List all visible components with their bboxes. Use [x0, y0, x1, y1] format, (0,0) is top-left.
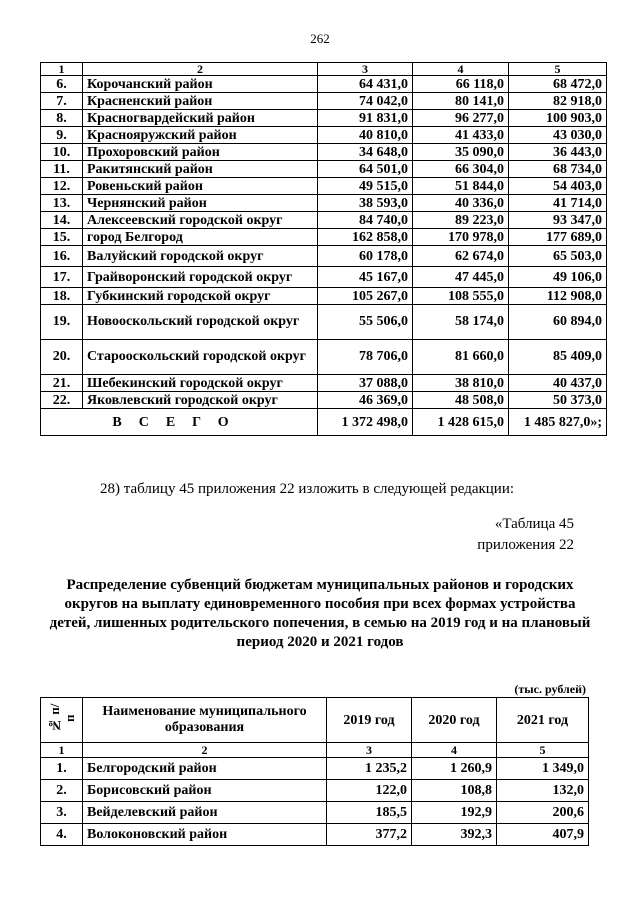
value-2019: 1 235,2: [327, 758, 412, 780]
value-2021: 1 349,0: [497, 758, 589, 780]
value-2021: 132,0: [497, 780, 589, 802]
value-2020: 58 174,0: [413, 305, 509, 340]
value-2020: 38 810,0: [413, 375, 509, 392]
value-2021: 41 714,0: [509, 195, 607, 212]
value-2020: 66 304,0: [413, 161, 509, 178]
header-cell-number: [41, 698, 83, 743]
value-2021: 68 472,0: [509, 76, 607, 93]
value-2019: 91 831,0: [318, 110, 413, 127]
value-2020: 51 844,0: [413, 178, 509, 195]
value-2020: 192,9: [412, 802, 497, 824]
table-row: [41, 340, 607, 375]
municipality-name: Волоконовский район: [83, 824, 327, 846]
municipality-name: Грайворонский городской округ: [83, 267, 318, 288]
value-2020: 81 660,0: [413, 340, 509, 375]
value-2019: 60 178,0: [318, 246, 413, 267]
municipality-name: Краснояружский район: [83, 127, 318, 144]
municipality-name: Губкинский городской округ: [83, 288, 318, 305]
table-row: [41, 780, 589, 802]
row-number: 12.: [41, 178, 83, 195]
column-number: 4: [413, 63, 509, 76]
municipality-name: Чернянский район: [83, 195, 318, 212]
header-cell-2021: 2021 год: [497, 698, 589, 743]
total-label: ВСЕГО: [41, 409, 318, 436]
value-2020: 1 260,9: [412, 758, 497, 780]
row-number: 7.: [41, 93, 83, 110]
table-row: [41, 392, 607, 409]
value-2020: 41 433,0: [413, 127, 509, 144]
value-2020: 89 223,0: [413, 212, 509, 229]
municipality-name: Ровеньский район: [83, 178, 318, 195]
row-number: 13.: [41, 195, 83, 212]
value-2021: 68 734,0: [509, 161, 607, 178]
table-row: [41, 161, 607, 178]
row-number: 10.: [41, 144, 83, 161]
value-2021: 177 689,0: [509, 229, 607, 246]
table-row: [41, 758, 589, 780]
municipality-name: Яковлевский городской округ: [83, 392, 318, 409]
row-number: 21.: [41, 375, 83, 392]
row-number: 2.: [41, 780, 83, 802]
value-2021: 85 409,0: [509, 340, 607, 375]
table-row: [41, 93, 607, 110]
table-row: [41, 144, 607, 161]
header-cell-2019: 2019 год: [327, 698, 412, 743]
table-row: [41, 195, 607, 212]
table-row: [41, 127, 607, 144]
row-number: 15.: [41, 229, 83, 246]
units-label: (тыс. рублей): [514, 682, 586, 696]
value-2019: 45 167,0: [318, 267, 413, 288]
row-number: 20.: [41, 340, 83, 375]
value-2020: 35 090,0: [413, 144, 509, 161]
value-2021: 43 030,0: [509, 127, 607, 144]
value-2019: 38 593,0: [318, 195, 413, 212]
total-2021: 1 485 827,0»;: [509, 409, 607, 436]
value-2019: 64 501,0: [318, 161, 413, 178]
value-2021: 65 503,0: [509, 246, 607, 267]
value-2020: 62 674,0: [413, 246, 509, 267]
column-number: 3: [327, 743, 412, 758]
value-2021: 54 403,0: [509, 178, 607, 195]
row-number: 11.: [41, 161, 83, 178]
header-number-label: № п/п: [46, 703, 77, 733]
value-2019: 185,5: [327, 802, 412, 824]
column-number: 3: [318, 63, 413, 76]
table-row: [41, 178, 607, 195]
value-2020: 66 118,0: [413, 76, 509, 93]
value-2019: 105 267,0: [318, 288, 413, 305]
table-row: [41, 267, 607, 288]
row-number: 1.: [41, 758, 83, 780]
municipality-name: Шебекинский городской округ: [83, 375, 318, 392]
value-2019: 34 648,0: [318, 144, 413, 161]
table-caption-appendix: приложения 22: [477, 537, 574, 553]
value-2020: 108 555,0: [413, 288, 509, 305]
municipality-name: Новооскольский городской округ: [83, 305, 318, 340]
municipality-name: город Белгород: [83, 229, 318, 246]
value-2021: 36 443,0: [509, 144, 607, 161]
row-number: 14.: [41, 212, 83, 229]
value-2019: 74 042,0: [318, 93, 413, 110]
value-2019: 377,2: [327, 824, 412, 846]
row-number: 16.: [41, 246, 83, 267]
row-number: 3.: [41, 802, 83, 824]
column-number: 1: [41, 63, 83, 76]
municipality-name: Старооскольский городской округ: [83, 340, 318, 375]
value-2019: 55 506,0: [318, 305, 413, 340]
value-2021: 100 903,0: [509, 110, 607, 127]
document-title: Распределение субвенций бюджетам муниципальных районов и городских округов на выплату единовременного пособия при всех формах устройства детей, лишенных родительского попечения, в семью на 2019 год и на плановый период 2020 и 2021 годов: [49, 577, 591, 650]
municipality-name: Красногвардейский район: [83, 110, 318, 127]
municipality-name: Красненский район: [83, 93, 318, 110]
column-number: 1: [41, 743, 83, 758]
value-2019: 122,0: [327, 780, 412, 802]
column-number: 2: [83, 63, 318, 76]
value-2021: 60 894,0: [509, 305, 607, 340]
subvention-table-continued: [40, 62, 607, 436]
value-2021: 50 373,0: [509, 392, 607, 409]
value-2021: 49 106,0: [509, 267, 607, 288]
table-row: [41, 246, 607, 267]
column-number-row: [41, 743, 589, 758]
value-2019: 162 858,0: [318, 229, 413, 246]
total-2019: 1 372 498,0: [318, 409, 413, 436]
row-number: 22.: [41, 392, 83, 409]
table-row: [41, 229, 607, 246]
value-2021: 40 437,0: [509, 375, 607, 392]
municipality-name: Алексеевский городской округ: [83, 212, 318, 229]
total-2020: 1 428 615,0: [413, 409, 509, 436]
value-2021: 93 347,0: [509, 212, 607, 229]
value-2020: 108,8: [412, 780, 497, 802]
municipality-name: Ракитянский район: [83, 161, 318, 178]
row-number: 6.: [41, 76, 83, 93]
page-number: 262: [310, 31, 330, 46]
municipality-name: Корочанский район: [83, 76, 318, 93]
column-number-row: [41, 63, 607, 76]
value-2020: 392,3: [412, 824, 497, 846]
value-2019: 46 369,0: [318, 392, 413, 409]
header-cell-name: Наименование муниципального образования: [83, 698, 327, 743]
value-2020: 80 141,0: [413, 93, 509, 110]
value-2020: 170 978,0: [413, 229, 509, 246]
row-number: 8.: [41, 110, 83, 127]
table-row: [41, 305, 607, 340]
municipality-name: Валуйский городской округ: [83, 246, 318, 267]
amendment-text: 28) таблицу 45 приложения 22 изложить в следующей редакции:: [100, 481, 515, 497]
value-2021: 200,6: [497, 802, 589, 824]
table-row: [41, 288, 607, 305]
municipality-name: Прохоровский район: [83, 144, 318, 161]
value-2019: 84 740,0: [318, 212, 413, 229]
value-2019: 37 088,0: [318, 375, 413, 392]
value-2020: 48 508,0: [413, 392, 509, 409]
value-2020: 47 445,0: [413, 267, 509, 288]
row-number: 19.: [41, 305, 83, 340]
table-row: [41, 76, 607, 93]
municipality-name: Борисовский район: [83, 780, 327, 802]
municipality-name: Белгородский район: [83, 758, 327, 780]
subvention-table-45: [40, 697, 589, 846]
table-row: [41, 375, 607, 392]
table-header-row: [41, 698, 589, 743]
table-row: [41, 802, 589, 824]
row-number: 4.: [41, 824, 83, 846]
header-cell-2020: 2020 год: [412, 698, 497, 743]
value-2019: 78 706,0: [318, 340, 413, 375]
value-2019: 49 515,0: [318, 178, 413, 195]
row-number: 17.: [41, 267, 83, 288]
value-2020: 96 277,0: [413, 110, 509, 127]
table-row: [41, 110, 607, 127]
value-2021: 407,9: [497, 824, 589, 846]
row-number: 18.: [41, 288, 83, 305]
row-number: 9.: [41, 127, 83, 144]
column-number: 5: [509, 63, 607, 76]
column-number: 4: [412, 743, 497, 758]
value-2021: 112 908,0: [509, 288, 607, 305]
value-2021: 82 918,0: [509, 93, 607, 110]
column-number: 5: [497, 743, 589, 758]
table-row: [41, 212, 607, 229]
value-2020: 40 336,0: [413, 195, 509, 212]
table-caption-number: «Таблица 45: [494, 516, 574, 532]
column-number: 2: [83, 743, 327, 758]
municipality-name: Вейделевский район: [83, 802, 327, 824]
value-2019: 40 810,0: [318, 127, 413, 144]
value-2019: 64 431,0: [318, 76, 413, 93]
table-row: [41, 824, 589, 846]
total-row: [41, 409, 607, 436]
